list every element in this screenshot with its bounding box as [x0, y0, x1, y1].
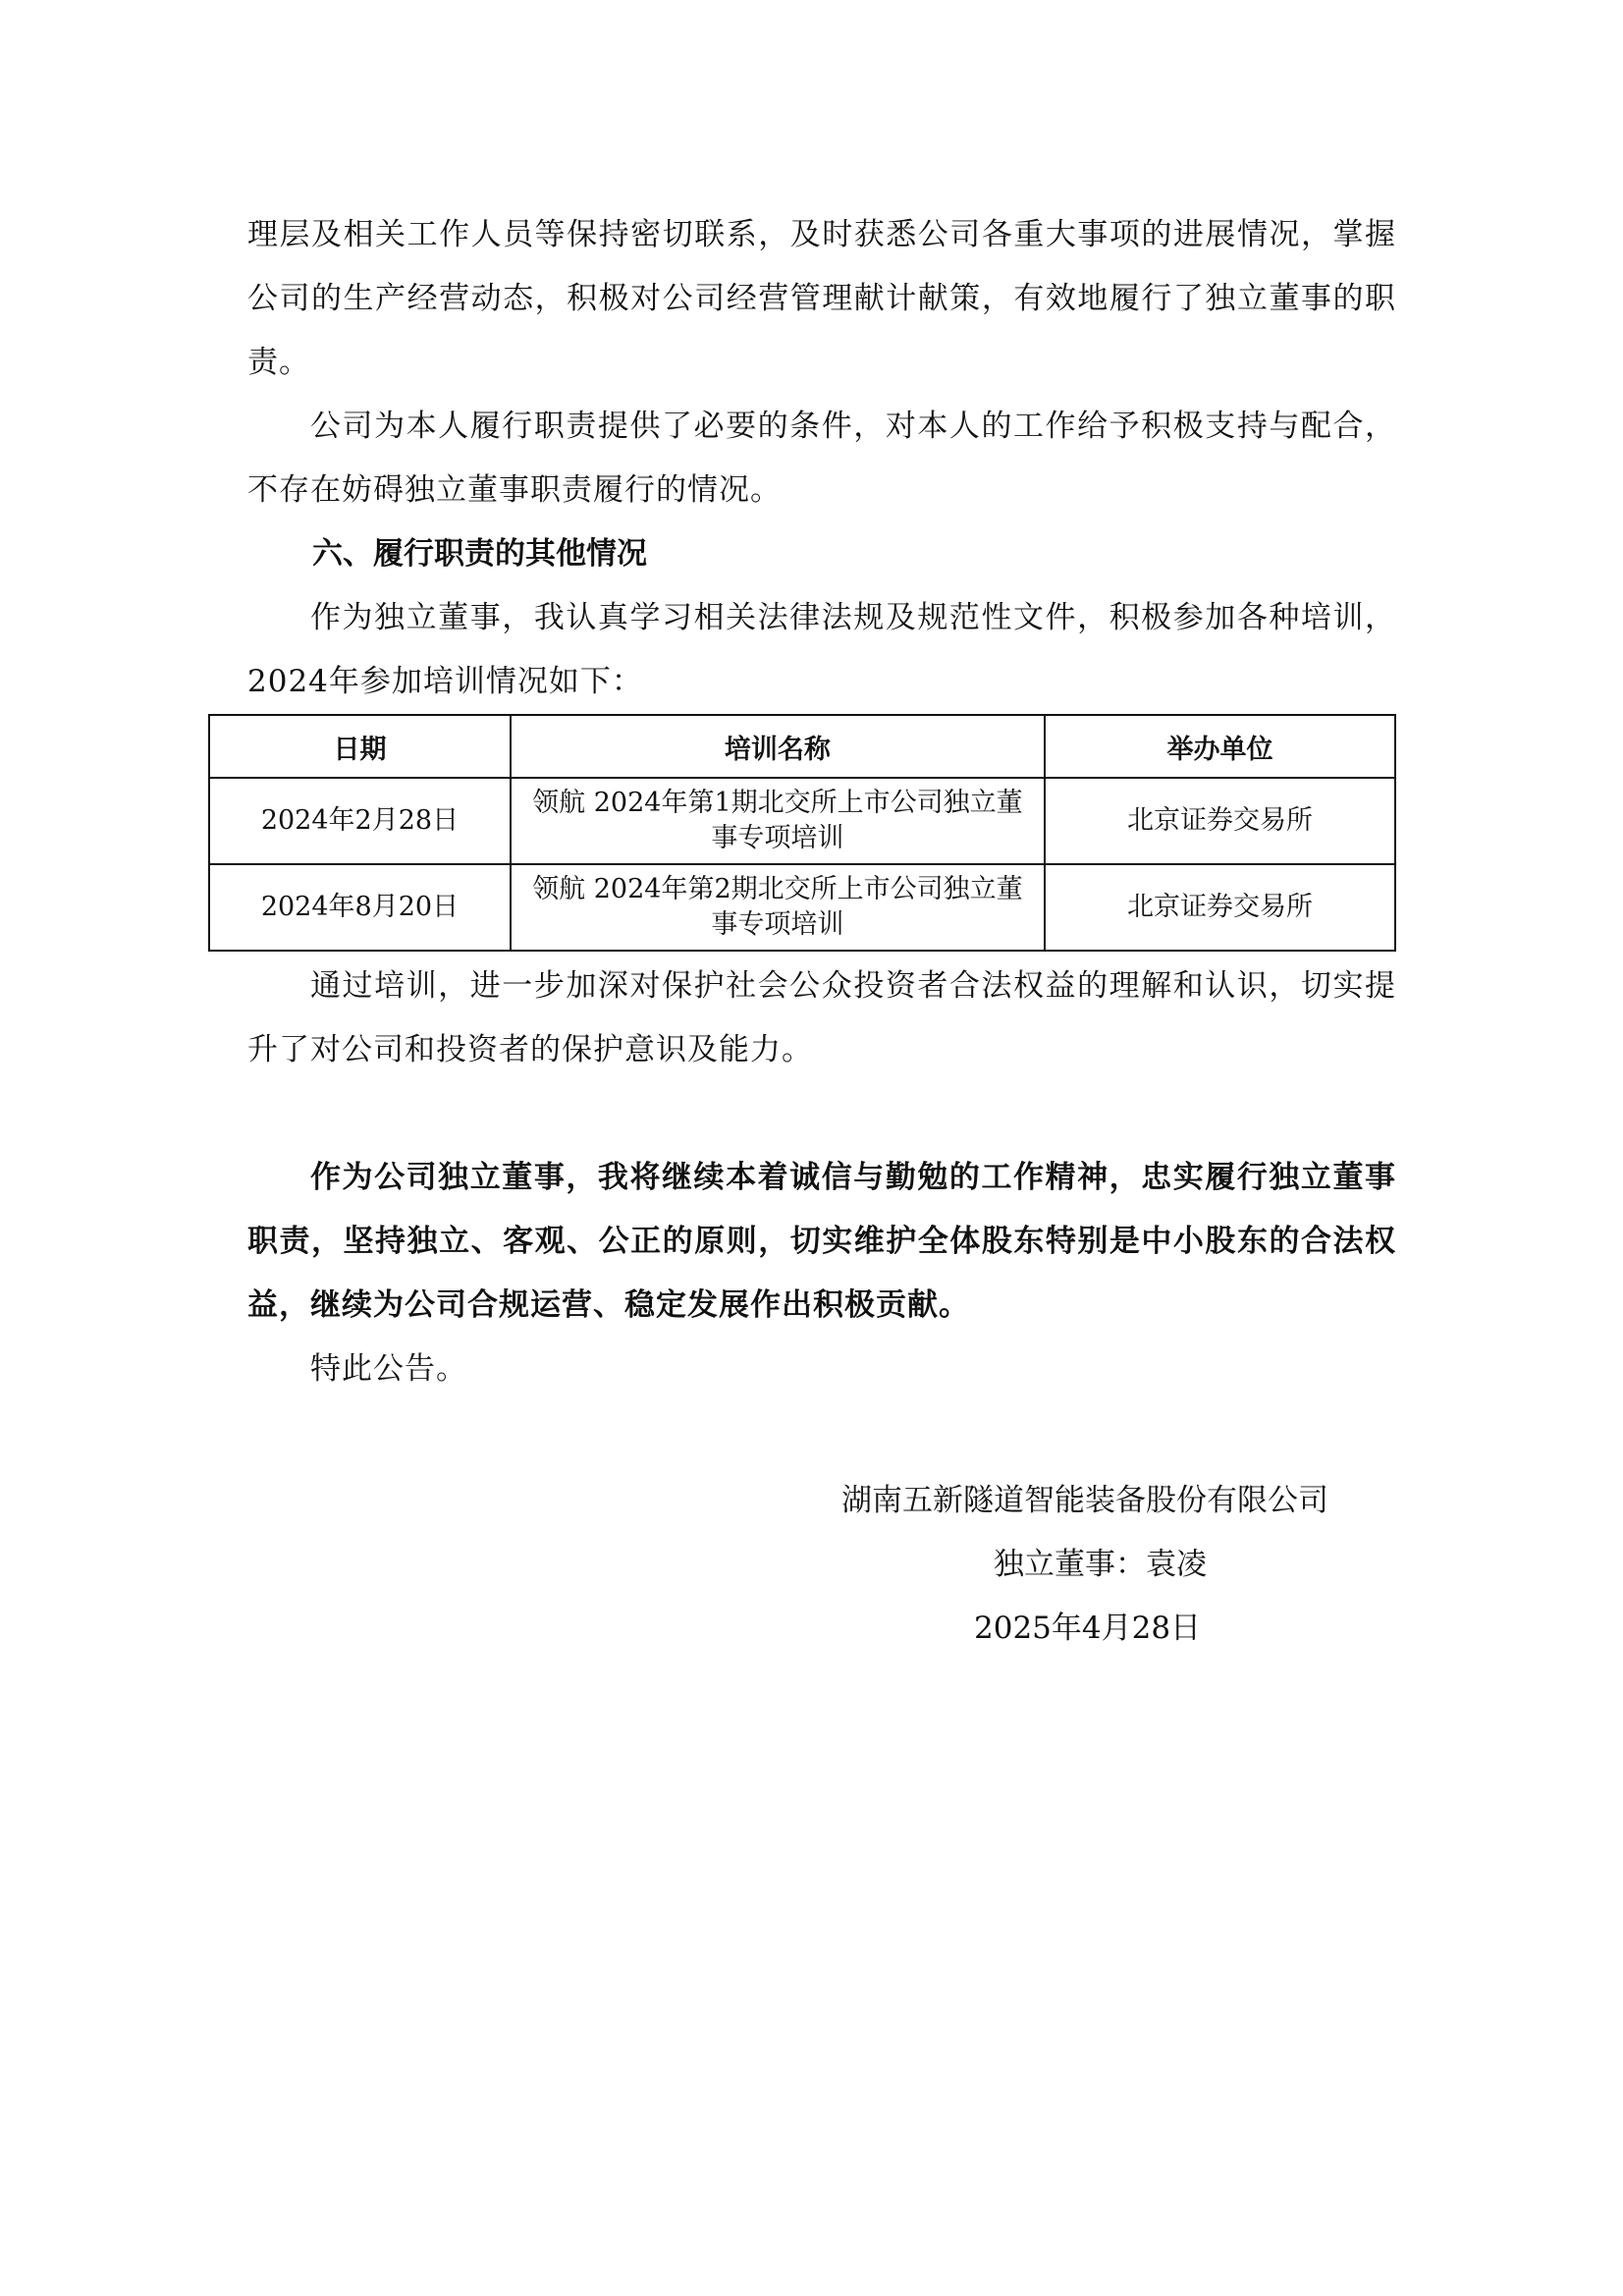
section-heading: 六、履行职责的其他情况 — [312, 536, 647, 572]
signature-director: 独立董事：袁凌 — [994, 1547, 1207, 1582]
cell-training-name: 领航 2024年第1期北交所上市公司独立董事专项培训 — [511, 778, 1045, 864]
cell-organizer: 北京证券交易所 — [1045, 864, 1395, 951]
paragraph-commitment: 作为公司独立董事，我将继续本着诚信与勤勉的工作精神，忠实履行独立董事职责，坚持独立、客观、公正的原则，切实维护全体股东特别是中小股东的合法权益，继续为公司合规运营、稳定发展作出积极贡献。 — [247, 1160, 1396, 1323]
table-header-row — [209, 715, 1395, 778]
table-row — [209, 778, 1395, 864]
paragraph-duties: 理层及相关工作人员等保持密切联系，及时获悉公司各重大事项的进展情况，掌握公司的生产经营动态，积极对公司经营管理献计献策，有效地履行了独立董事的职责。 — [247, 217, 1396, 380]
cell-organizer: 北京证券交易所 — [1045, 778, 1395, 864]
cell-date: 2024年8月20日 — [209, 864, 511, 951]
header-organizer: 举办单位 — [1045, 715, 1395, 778]
header-training-name: 培训名称 — [511, 715, 1045, 778]
signature-date: 2025年4月28日 — [974, 1611, 1202, 1646]
paragraph-company-support: 公司为本人履行职责提供了必要的条件，对本人的工作给予积极支持与配合，不存在妨碍独立董事职责履行的情况。 — [247, 409, 1396, 508]
training-table — [208, 714, 1396, 952]
paragraph-training-intro: 作为独立董事，我认真学习相关法律法规及规范性文件，积极参加各种培训，2024年参加培训情况如下： — [247, 600, 1396, 699]
cell-date: 2024年2月28日 — [209, 778, 511, 864]
paragraph-closing: 特此公告。 — [310, 1351, 467, 1387]
signature-company: 湖南五新隧道智能装备股份有限公司 — [841, 1483, 1328, 1518]
paragraph-training-result: 通过培训，进一步加深对保护社会公众投资者合法权益的理解和认识，切实提升了对公司和投资者的保护意识及能力。 — [247, 968, 1396, 1067]
table-row — [209, 864, 1395, 951]
cell-training-name: 领航 2024年第2期北交所上市公司独立董事专项培训 — [511, 864, 1045, 951]
header-date: 日期 — [209, 715, 511, 778]
